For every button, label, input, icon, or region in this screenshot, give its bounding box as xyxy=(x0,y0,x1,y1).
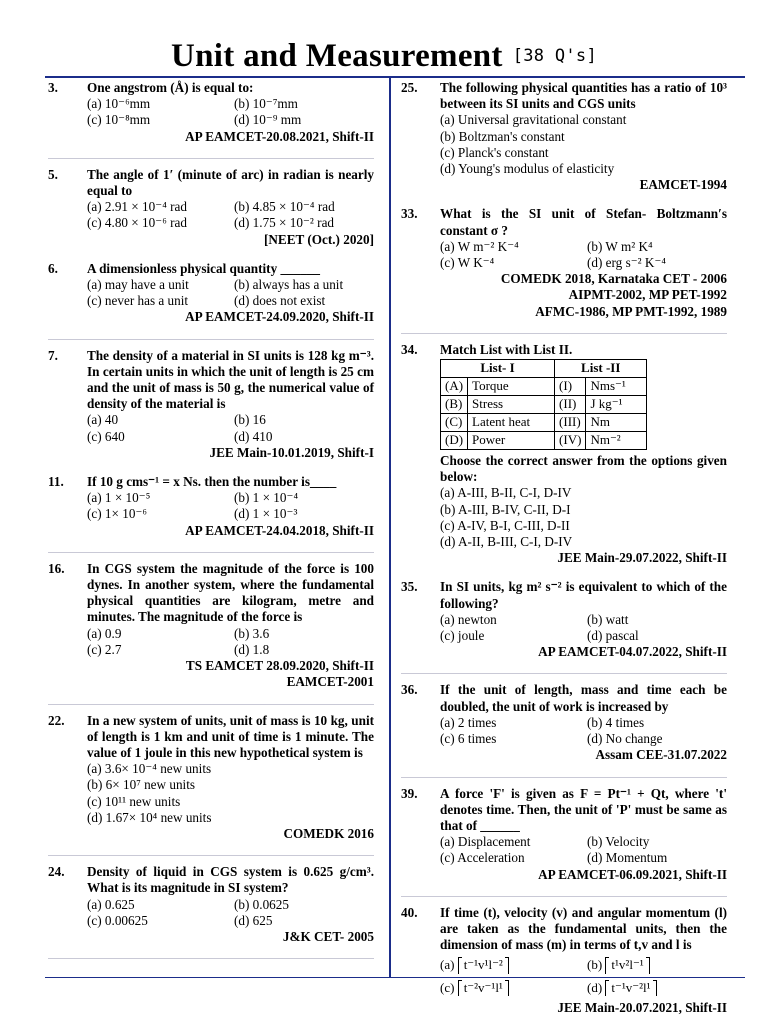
cell: (B) xyxy=(441,396,468,414)
question-stem: One angstrom (Å) is equal to: xyxy=(87,80,254,95)
separator xyxy=(48,704,374,705)
option-c: (c) 1× 10⁻⁶ xyxy=(87,506,148,522)
options xyxy=(87,96,374,128)
cell: (III) xyxy=(555,414,586,432)
options xyxy=(440,612,727,644)
cell: Stress xyxy=(468,396,555,414)
option-b: (b) 16 xyxy=(234,412,266,428)
options xyxy=(87,761,374,826)
separator xyxy=(48,855,374,856)
option-a: (a) newton xyxy=(440,611,497,627)
page-title: Unit and Measurement [38 Q's] xyxy=(171,38,597,74)
list-one-header: List- I xyxy=(441,360,555,378)
separator xyxy=(48,552,374,553)
question-25 xyxy=(401,80,727,193)
option-b: (b) 4 times xyxy=(587,714,645,730)
option-b: (b) 3.6 xyxy=(234,625,270,641)
option-d: (d) A-II, B-III, C-I, D-IV xyxy=(440,534,573,550)
option-a: (a) 2 times xyxy=(440,714,497,730)
option-c: (c) 10⁻⁸mm xyxy=(87,112,151,128)
header-rule xyxy=(45,76,745,78)
option-c: (c) 4.80 × 10⁻⁶ rad xyxy=(87,215,187,231)
exam-source: TS EAMCET 28.09.2020, Shift-II xyxy=(185,658,374,674)
exam-source: J&K CET- 2005 xyxy=(282,928,374,944)
option-b: (b) Boltzman's constant xyxy=(440,128,565,144)
option-d: (d) 1.67× 10⁴ new units xyxy=(87,809,212,825)
right-column xyxy=(401,80,727,1029)
option-c: (c) 10¹¹ new units xyxy=(87,793,181,809)
option-a: (a) 10⁻⁶mm xyxy=(87,96,151,112)
option-a: (a) 2.91 × 10⁻⁴ rad xyxy=(87,199,187,215)
option-b: (b) 4.85 × 10⁻⁴ rad xyxy=(234,199,335,215)
option-c: (c) t⁻²v⁻¹l¹ xyxy=(440,980,587,996)
question-stem: Match List with List II. xyxy=(440,341,573,357)
cell: (C) xyxy=(441,414,468,432)
exam-source: COMEDK 2016 xyxy=(283,825,374,841)
question-16 xyxy=(48,561,374,691)
question-22 xyxy=(48,713,374,843)
table-row xyxy=(441,396,647,414)
exam-source: JEE Main-10.01.2019, Shift-I xyxy=(209,444,374,460)
question-number: 36. xyxy=(401,682,418,698)
question-stem: What is the SI unit of Stefan- Boltzmann′s constant σ ? xyxy=(440,206,727,238)
question-stem: Density of liquid in CGS system is 0.625 g/cm³. What is its magnitude in SI system? xyxy=(87,864,374,896)
option-d: (d) Momentum xyxy=(587,850,668,866)
question-stem: The following physical quantities has a ratio of 10³ between its SI units and CGS units xyxy=(440,80,727,112)
option-b: (b) W m² K⁴ xyxy=(587,238,653,254)
option-d: (d) pascal xyxy=(587,628,639,644)
cell: Nms⁻¹ xyxy=(586,378,647,396)
list-two-header: List -II xyxy=(555,360,647,378)
question-stem: A force 'F' is given as F = Pt⁻¹ + Qt, where 't' denotes time. Then, the unit of 'P' must be same as that of ______ xyxy=(440,785,727,833)
exam-source: JEE Main-29.07.2022, Shift-II xyxy=(557,550,727,566)
question-number: 16. xyxy=(48,560,65,576)
option-a: (a) t⁻¹v¹l⁻² xyxy=(440,957,587,973)
question-34 xyxy=(401,342,727,567)
option-c: (c) 640 xyxy=(87,428,125,444)
cell: (D) xyxy=(441,432,468,450)
separator xyxy=(48,958,374,959)
option-c: (c) joule xyxy=(440,628,485,644)
bracket-expression: t⁻¹v¹l⁻² xyxy=(458,957,509,973)
option-a: (a) may have a unit xyxy=(87,277,189,293)
option-a: (a) A-III, B-II, C-I, D-IV xyxy=(440,485,572,501)
option-a: (a) 3.6× 10⁻⁴ new units xyxy=(87,761,212,777)
exam-source: Assam CEE-31.07.2022 xyxy=(595,747,727,763)
option-a: (a) 0.9 xyxy=(87,625,122,641)
option-d: (d) No change xyxy=(587,731,663,747)
option-d: (d) 625 xyxy=(234,912,273,928)
options xyxy=(440,485,727,550)
cell: J kg⁻¹ xyxy=(586,396,647,414)
option-a: (a) Displacement xyxy=(440,834,531,850)
separator xyxy=(48,339,374,340)
exam-source: AFMC-1986, MP PMT-1992, 1989 xyxy=(535,303,727,319)
bracket-expression: t⁻²v⁻¹l¹ xyxy=(458,980,509,996)
separator xyxy=(401,777,727,778)
exam-source: AP EAMCET-04.07.2022, Shift-II xyxy=(538,644,727,660)
option-d: (d) erg s⁻² K⁻⁴ xyxy=(587,255,666,271)
exam-source: AP EAMCET-24.09.2020, Shift-II xyxy=(185,309,374,325)
option-c: (c) 0.00625 xyxy=(87,912,148,928)
question-11 xyxy=(48,474,374,539)
question-6 xyxy=(48,261,374,326)
exam-source: AP EAMCET-06.09.2021, Shift-II xyxy=(538,866,727,882)
question-number: 3. xyxy=(48,80,58,95)
question-stem: The density of a material in SI units is 128 kg m⁻³. In certain units in which the unit of length is 25 cm and the unit of mass is 50 g, the numerical value of density of the material is xyxy=(87,347,374,412)
question-39 xyxy=(401,786,727,883)
question-24 xyxy=(48,864,374,945)
exam-source: JEE Main-20.07.2021, Shift-II xyxy=(557,999,727,1015)
exam-source: EAMCET-1994 xyxy=(639,177,727,193)
question-number: 7. xyxy=(48,347,58,363)
options xyxy=(440,715,727,747)
bracket-expression: t¹v²l⁻¹ xyxy=(605,957,649,973)
separator xyxy=(48,158,374,159)
option-c: (c) Acceleration xyxy=(440,850,525,866)
option-d: (d) does not exist xyxy=(234,293,326,309)
question-stem: A dimensionless physical quantity ______ xyxy=(87,260,321,276)
option-d: (d) 1 × 10⁻³ xyxy=(234,506,298,522)
options xyxy=(87,412,374,444)
option-b: (b) 0.0625 xyxy=(234,896,289,912)
cell: Power xyxy=(468,432,555,450)
question-7 xyxy=(48,348,374,461)
exam-source: AIPMT-2002, MP PET-1992 xyxy=(568,287,727,303)
question-number: 22. xyxy=(48,712,65,728)
question-5 xyxy=(48,167,374,248)
exam-source: [NEET (Oct.) 2020] xyxy=(263,231,374,247)
question-stem: In a new system of units, unit of mass is 10 kg, unit of length is 1 km and unit of time is 1 minute. The value of 1 joule in this new hypothetical system is xyxy=(87,712,374,760)
option-d: (d) Young's modulus of elasticity xyxy=(440,161,615,177)
option-c: (c) Planck's constant xyxy=(440,144,549,160)
question-number: 11. xyxy=(48,474,64,490)
separator xyxy=(401,673,727,674)
options xyxy=(87,897,374,929)
cell: (II) xyxy=(555,396,586,414)
options xyxy=(440,112,727,177)
column-divider xyxy=(389,78,391,977)
option-b: (b) Velocity xyxy=(587,834,650,850)
question-number: 24. xyxy=(48,864,65,880)
question-stem: In SI units, kg m² s⁻² is equivalent to which of the following? xyxy=(440,579,727,611)
options xyxy=(87,199,374,231)
match-table xyxy=(440,359,647,450)
option-d: (d) 410 xyxy=(234,428,273,444)
option-d: (d) 1.8 xyxy=(234,641,270,657)
match-table-header xyxy=(441,360,647,378)
option-d: (d) 1.75 × 10⁻² rad xyxy=(234,215,335,231)
question-stem: If time (t), velocity (v) and angular momentum (l) are taken as the fundamental units, then the dimension of mass (m) in terms of t,v and l is xyxy=(440,904,727,953)
question-number: 5. xyxy=(48,166,58,182)
question-stem: If 10 g cms⁻¹ = x Ns. then the number is____ xyxy=(87,474,337,490)
question-3 xyxy=(48,80,374,145)
option-b: (b) A-III, B-IV, C-II, D-I xyxy=(440,501,571,517)
option-b: (b) always has a unit xyxy=(234,277,344,293)
exam-source: EAMCET-2001 xyxy=(286,674,374,690)
question-number: 34. xyxy=(401,341,418,357)
options xyxy=(440,834,727,866)
option-a: (a) 40 xyxy=(87,412,119,428)
exam-source: AP EAMCET-24.04.2018, Shift-II xyxy=(185,522,374,538)
question-35 xyxy=(401,579,727,660)
cell: Torque xyxy=(468,378,555,396)
options xyxy=(87,490,374,522)
option-c: (c) never has a unit xyxy=(87,293,189,309)
question-number: 6. xyxy=(48,260,58,276)
table-row xyxy=(441,414,647,432)
option-a: (a) W m⁻² K⁻⁴ xyxy=(440,238,519,254)
options xyxy=(87,626,374,658)
option-b: (b) 10⁻⁷mm xyxy=(234,96,298,112)
exam-source: COMEDK 2018, Karnataka CET - 2006 xyxy=(500,271,727,287)
option-c: (c) 2.7 xyxy=(87,641,122,657)
question-stem: The angle of 1′ (minute of arc) in radian is nearly equal to xyxy=(87,166,374,199)
option-b: (b) 1 × 10⁻⁴ xyxy=(234,490,299,506)
question-number: 33. xyxy=(401,206,418,222)
question-number: 35. xyxy=(401,579,418,595)
question-number: 40. xyxy=(401,904,418,920)
option-b: (b) t¹v²l⁻¹ xyxy=(587,957,727,973)
question-stem: If the unit of length, mass and time each be doubled, the unit of work is increased by xyxy=(440,682,727,714)
option-b: (b) 6× 10⁷ new units xyxy=(87,777,195,793)
cell: Latent heat xyxy=(468,414,555,432)
option-d: (d) 10⁻⁹ mm xyxy=(234,112,302,128)
bracket-expression: t⁻¹v⁻²l¹ xyxy=(605,980,656,996)
option-c: (c) W K⁻⁴ xyxy=(440,255,495,271)
question-number: 39. xyxy=(401,785,418,801)
option-a: (a) Universal gravitational constant xyxy=(440,112,627,128)
handwritten-note: [38 Q's] xyxy=(512,46,597,66)
question-33 xyxy=(401,206,727,319)
separator xyxy=(401,333,727,334)
options xyxy=(440,957,727,995)
option-c: (c) A-IV, B-I, C-III, D-II xyxy=(440,517,570,533)
cell: (A) xyxy=(441,378,468,396)
table-row xyxy=(441,378,647,396)
cell: Nm⁻² xyxy=(586,432,647,450)
cell: (IV) xyxy=(555,432,586,450)
cell: Nm xyxy=(586,414,647,432)
question-instruction: Choose the correct answer from the options given below: xyxy=(440,453,727,485)
option-a: (a) 1 × 10⁻⁵ xyxy=(87,490,151,506)
left-column xyxy=(48,80,374,967)
cell: (I) xyxy=(555,378,586,396)
separator xyxy=(401,896,727,897)
option-b: (b) watt xyxy=(587,611,629,627)
question-number: 25. xyxy=(401,80,418,95)
question-stem: In CGS system the magnitude of the force is 100 dynes. In another system, where the fundamental physical quantities are kilogram, metre and minutes. The magnitude of the force is xyxy=(87,560,374,625)
option-d: (d) t⁻¹v⁻²l¹ xyxy=(587,980,727,996)
question-40 xyxy=(401,905,727,1016)
exam-source: AP EAMCET-20.08.2021, Shift-II xyxy=(185,128,374,144)
option-c: (c) 6 times xyxy=(440,731,497,747)
options xyxy=(440,239,727,271)
options xyxy=(87,277,374,309)
table-row xyxy=(441,432,647,450)
question-36 xyxy=(401,682,727,763)
option-a: (a) 0.625 xyxy=(87,896,135,912)
